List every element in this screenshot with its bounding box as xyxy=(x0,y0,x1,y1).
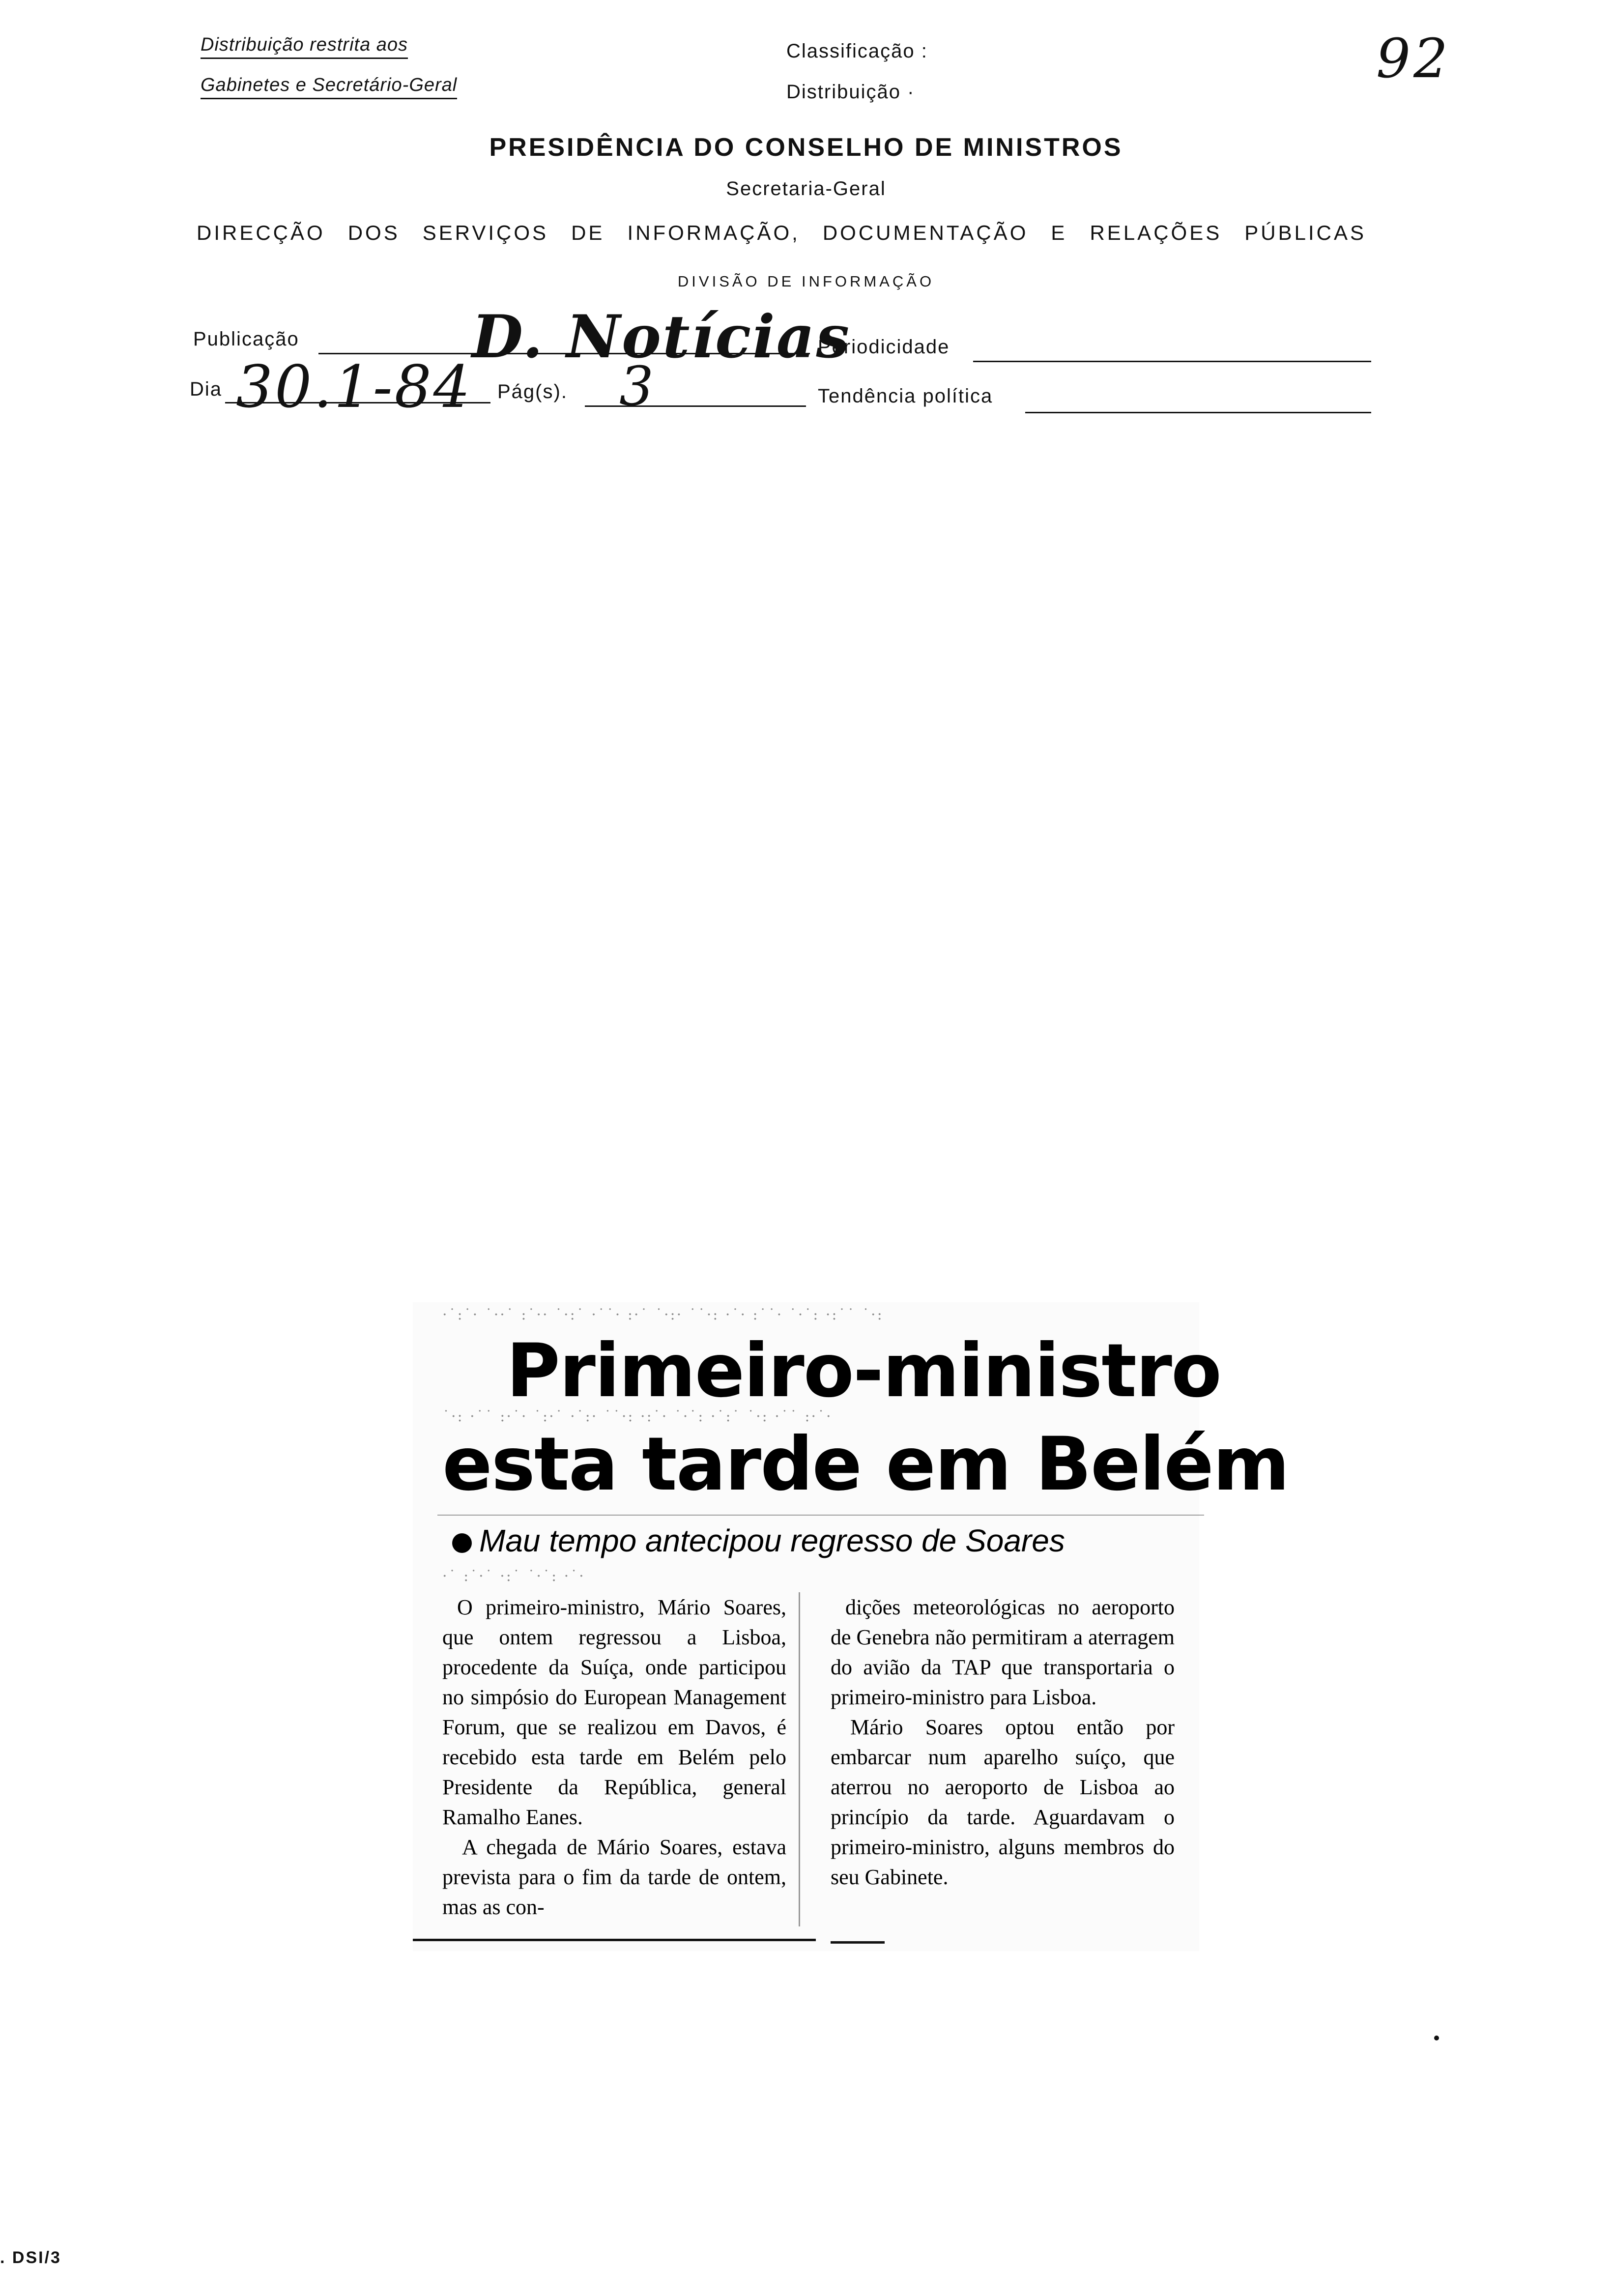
office-title: PRESIDÊNCIA DO CONSELHO DE MINISTROS xyxy=(489,133,1123,162)
subheadline-bullet-icon xyxy=(452,1533,472,1553)
day-line xyxy=(225,402,490,403)
pages-label: Pág(s). xyxy=(497,381,568,402)
office-subtitle: Secretaria-Geral xyxy=(726,178,886,200)
clipping-headline-line1: Primeiro-ministro xyxy=(506,1328,1221,1414)
clipping-bottom-rule-left xyxy=(413,1939,816,1941)
clipping-left-paragraph-1: O primeiro-ministro, Mário Soares, que ontem regressou a Lisboa, procedente da Suíça, onde participou no simpósio do European Management Forum, que se realizou em Davos, é recebido esta tarde em Belém pelo Presidente da República, general Ramalho Eanes. xyxy=(442,1595,786,1829)
division-line: DIVISÃO DE INFORMAÇÃO xyxy=(677,273,935,290)
corner-handwritten-mark: 92 xyxy=(1376,27,1451,90)
clipping-top-noise: ·˙:˙· ˙··˙ :˙·· ˙·:˙ ·˙˙· :·˙ ˙·:· ˙˙·: ·˙· :˙˙· ˙·˙: ·:˙˙ ˙·: xyxy=(442,1306,884,1323)
clipping-bottom-rule-right xyxy=(831,1941,885,1944)
clipping-left-paragraph-2: A chegada de Mário Soares, estava prevista para o fim da tarde de ontem, mas as con- xyxy=(442,1835,786,1919)
day-handwritten-value: 30.1-84 xyxy=(236,353,472,421)
clipping-sub-noise: ·˙ :˙·˙ ·:˙ ˙·˙: ·˙· xyxy=(442,1568,585,1585)
clipping-subheadline: Mau tempo antecipou regresso de Soares xyxy=(479,1523,1065,1558)
distribution-restriction-line2: Gabinetes e Secretário-Geral xyxy=(201,75,457,99)
clipping-right-paragraph-1: dições meteorológicas no aeroporto de Genebra não permitiram a aterragem do avião da TAP que transportaria o primeiro-ministro para Lisboa. xyxy=(831,1595,1175,1709)
publication-handwritten-value: D. Notícias xyxy=(472,302,851,372)
clipping-mid-noise: ˙·: ·˙˙ :·˙· ˙:·˙ ·˙:· ˙˙·: ·:˙· ˙·˙: ·˙:˙ ˙·: ·˙˙ :·˙· xyxy=(442,1408,833,1425)
periodicity-label: Periodicidade xyxy=(818,336,950,358)
stray-mark xyxy=(1434,2036,1439,2040)
clipping-column-left xyxy=(442,1592,786,1922)
pages-line xyxy=(585,405,806,407)
periodicity-line xyxy=(973,361,1371,362)
clipping-headline-line2: esta tarde em Belém xyxy=(442,1422,1289,1507)
distribution-label: Distribuição · xyxy=(786,81,915,103)
pages-handwritten-value: 3 xyxy=(619,355,654,418)
clipping-column-right xyxy=(831,1592,1175,1892)
footer-form-code: . DSI/3 xyxy=(0,2248,61,2267)
day-label: Dia xyxy=(190,378,223,400)
publication-label: Publicação xyxy=(193,328,299,350)
tendency-label: Tendência política xyxy=(818,385,993,407)
classification-label: Classificação : xyxy=(786,40,928,62)
tendency-line xyxy=(1025,412,1371,413)
newspaper-clipping xyxy=(413,1302,1289,1951)
directorate-line: DIRECÇÃO DOS SERVIÇOS DE INFORMAÇÃO, DOCUMENTAÇÃO E RELAÇÕES PÚBLICAS xyxy=(197,221,1366,244)
clipping-column-divider xyxy=(799,1592,800,1926)
clipping-headline-rule xyxy=(437,1515,1204,1516)
clipping-right-paragraph-2: Mário Soares optou então por embarcar num aparelho suíço, que aterrou no aeroporto de Lisboa ao princípio da tarde. Aguardavam o primeiro-ministro, alguns membros do seu Gabinete. xyxy=(831,1715,1175,1889)
distribution-restriction-line1: Distribuição restrita aos xyxy=(201,34,408,59)
